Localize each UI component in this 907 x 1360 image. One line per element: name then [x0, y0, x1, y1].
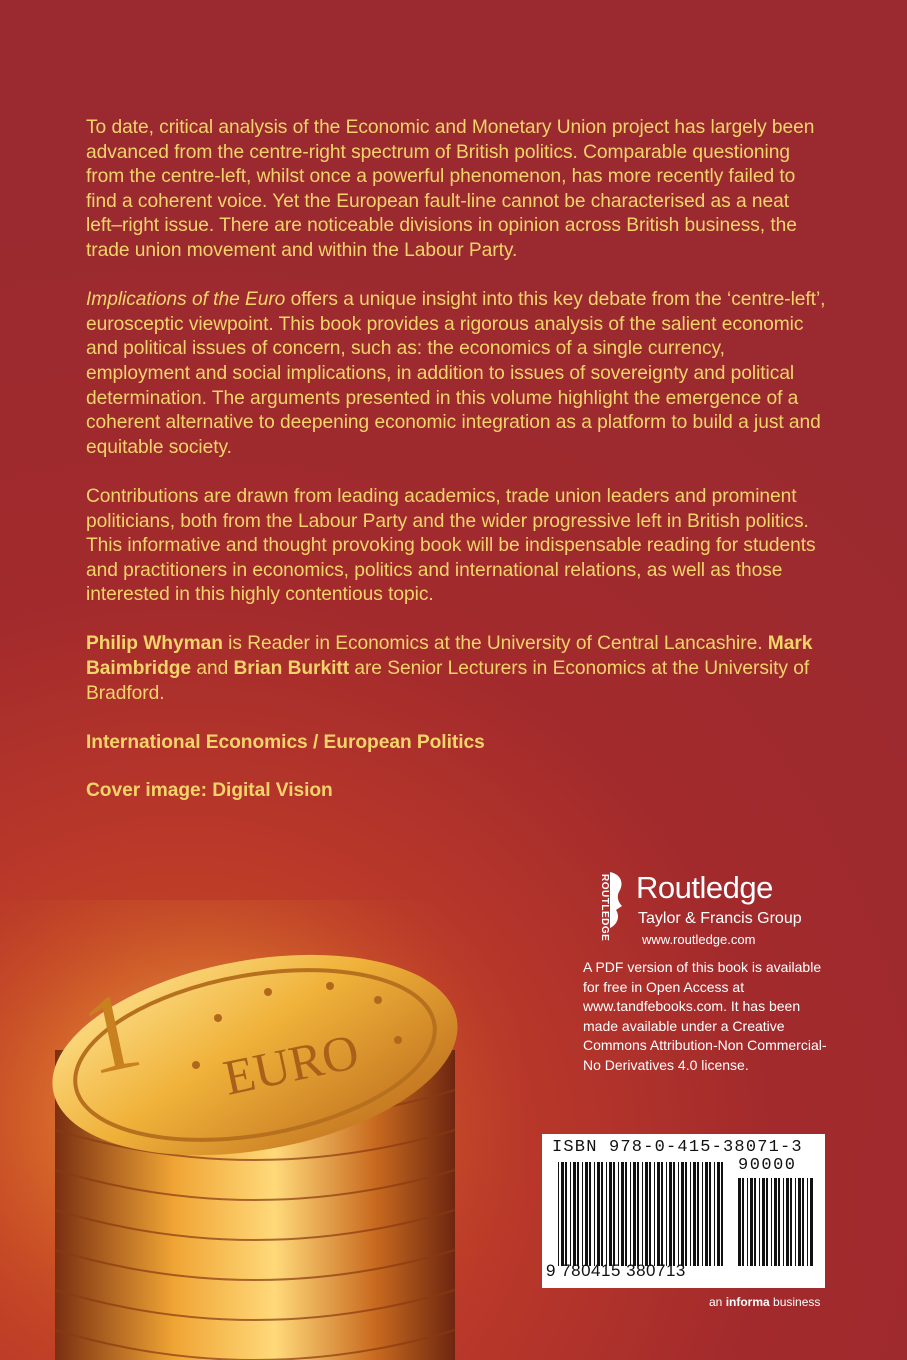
blurb-paragraph-1: To date, critical analysis of the Economic and Monetary Union project has largely been advanced from the centre-right spectrum of British politics. Comparable questioning from the centre-left, whilst once a powerful phenomenon, has more recently failed to find a coherent voice. Yet the European fault-line cannot be characterised as a neat left–right issue. There are noticeable divisions in opinion across British business, the trade union movement and within the Labour Party. [86, 117, 815, 261]
informa-suffix: business [769, 1295, 821, 1309]
barcode-bar [798, 1178, 801, 1266]
barcode-bar [666, 1162, 667, 1266]
barcode-bar [702, 1162, 703, 1266]
barcode-bar [802, 1178, 804, 1266]
open-access-notice: A PDF version of this book is available for free in Open Access at www.tandfebooks.com. It has been made available under a Creative Commons Attribution-Non Commercial-No Derivatives 4.0 license. [583, 959, 827, 1073]
euro-coin-stack-image [0, 900, 520, 1360]
barcode-bar [693, 1162, 696, 1266]
barcode-bar [625, 1162, 627, 1266]
blurb-paragraph-2 [86, 288, 826, 460]
author-bios [86, 632, 826, 706]
barcode-bar [790, 1178, 792, 1266]
barcode-bar [613, 1162, 615, 1266]
barcode-bar [807, 1178, 808, 1266]
publisher-group: Taylor & Francis Group [638, 910, 802, 927]
barcode-bar [721, 1162, 723, 1266]
barcode-bar [570, 1162, 571, 1266]
barcode-bar [678, 1162, 679, 1266]
publisher-block [580, 866, 840, 956]
author-name: Philip Whyman [86, 633, 223, 655]
barcode-bar [645, 1162, 648, 1266]
barcode-digits: 9 780415 380713 [546, 1261, 686, 1280]
barcode-bar [778, 1178, 780, 1266]
author-name: Mark Baimbridge [86, 633, 813, 680]
barcode-bar [750, 1178, 753, 1266]
routledge-logo-text: ROUTLEDGE [599, 874, 610, 942]
barcode-bar [738, 1178, 741, 1266]
barcode-bar [759, 1178, 760, 1266]
barcode-bar [766, 1178, 768, 1266]
barcode-bar [673, 1162, 675, 1266]
barcode-bar [654, 1162, 655, 1266]
barcode-bar [681, 1162, 684, 1266]
isbn-barcode [542, 1134, 825, 1288]
barcode-bar [771, 1178, 772, 1266]
barcode-bar [637, 1162, 639, 1266]
informa-brand: informa [725, 1295, 770, 1309]
barcode-addon-bars [738, 1178, 814, 1266]
barcode-bar [649, 1162, 651, 1266]
blurb-text [86, 116, 826, 804]
barcode-bar [561, 1162, 564, 1266]
barcode-bar [810, 1178, 813, 1266]
author-name: Brian Burkitt [233, 658, 350, 680]
barcode-bar [762, 1178, 765, 1266]
cover-image-credit: Cover image: Digital Vision [86, 780, 333, 802]
publisher-name: Routledge [636, 870, 773, 905]
barcode-bar [582, 1162, 583, 1266]
barcode-bar [709, 1162, 711, 1266]
author-role: is Reader in Economics at the University of Central Lancashire. [222, 633, 768, 655]
routledge-logo-icon [580, 870, 626, 942]
barcode-bar [661, 1162, 663, 1266]
barcode-bar [630, 1162, 631, 1266]
barcode-bar [585, 1162, 588, 1266]
barcode-bar [714, 1162, 715, 1266]
barcode-bar [606, 1162, 607, 1266]
barcode-bar [633, 1162, 636, 1266]
coin-euro-text: EURO [218, 1022, 364, 1106]
blurb-paragraph-2-body: offers a unique insight into this key debate from the ‘centre-left’, eurosceptic viewpoint. This book provides a rigorous analysis of the salient economic and political issues of concern, such as: the economics of a single currency, employment and social implications, in addition to issues of sovereignty and political determination. The arguments presented in this volume highlight the emergence of a coherent alternative to deepening economic integration as a platform to build a just and equitable society. [86, 289, 826, 458]
barcode-bar [573, 1162, 576, 1266]
barcode-bar [754, 1178, 756, 1266]
author-conjunction: and [191, 658, 234, 680]
barcode-bar [601, 1162, 603, 1266]
isbn-label: ISBN 978-0-415-38071-3 [552, 1138, 803, 1157]
barcode-bar [589, 1162, 591, 1266]
publisher-url: www.routledge.com [642, 932, 756, 947]
author-role: are Senior Lecturers in Economics at the University of Bradford. [86, 658, 810, 704]
coin-numeral: 1 [71, 967, 151, 1099]
blurb-paragraph-3: Contributions are drawn from leading academics, trade union leaders and prominent politicians, both from the Labour Party and the wider progressive left in British politics. This informative and thought provoking book will be indispensable reading for students and practitioners in economics, politics and international relations, as well as those interested in this highly contentious topic. [86, 485, 816, 606]
barcode-bar [669, 1162, 672, 1266]
barcode-bar [747, 1178, 748, 1266]
barcode-bar [565, 1162, 567, 1266]
barcode-bar [783, 1178, 784, 1266]
barcode-main-bars [558, 1162, 726, 1266]
isbn-addon-digits: 90000 [738, 1156, 797, 1175]
barcode-bar [795, 1178, 796, 1266]
barcode-bar [685, 1162, 687, 1266]
book-title: Implications of the Euro [86, 289, 286, 311]
barcode-bar [717, 1162, 720, 1266]
subject-category: International Economics / European Politics [86, 731, 485, 753]
barcode-bar [597, 1162, 600, 1266]
barcode-bar [705, 1162, 708, 1266]
barcode-bar [609, 1162, 612, 1266]
barcode-bar [558, 1162, 559, 1266]
barcode-bar [642, 1162, 643, 1266]
informa-prefix: an [709, 1295, 726, 1309]
informa-tagline [709, 1295, 820, 1309]
barcode-bar [786, 1178, 789, 1266]
barcode-bar [621, 1162, 624, 1266]
barcode-bar [697, 1162, 699, 1266]
barcode-bar [742, 1178, 744, 1266]
barcode-bar [577, 1162, 579, 1266]
barcode-bar [618, 1162, 619, 1266]
barcode-bar [774, 1178, 777, 1266]
barcode-bar [657, 1162, 660, 1266]
barcode-bar [690, 1162, 691, 1266]
barcode-bar [594, 1162, 595, 1266]
